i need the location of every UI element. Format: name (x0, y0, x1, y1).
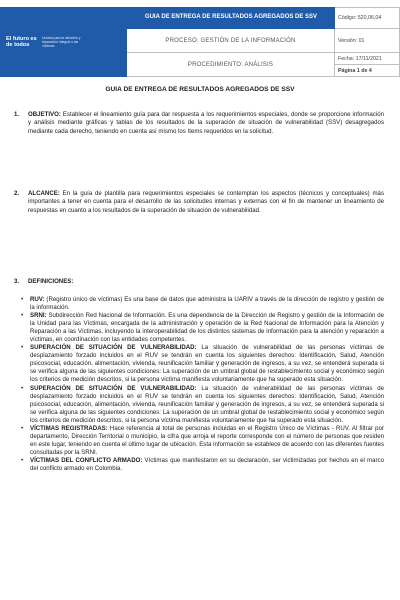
header-procedure: PROCEDIMIENTO: ANÁLISIS (127, 53, 335, 77)
list-item (21, 424, 384, 457)
list-item (21, 296, 384, 312)
section-objetivo (14, 111, 384, 136)
bullet: • (21, 424, 24, 432)
logo-brand: El futuro es de todos (6, 35, 37, 48)
header-page: Página 1 de 4 (335, 65, 400, 77)
bullet: • (21, 312, 24, 320)
section-label: ALCANCE: (28, 190, 60, 197)
header-title: GUIA DE ENTREGA DE RESULTADOS AGREGADOS DE SSV (127, 7, 335, 29)
list-item (21, 312, 384, 344)
definition-text: Víctimas que manifestaron en su declaración, ser victimizadas por hechos en el marco del conflicto armado en Colombia. (30, 456, 384, 472)
list-item (21, 456, 384, 473)
section-text: En la guía de plantilla para requerimientos especiales se contemplan los aspectos (técnicos y conceptuales) más importantes a tener en cuenta para el desarrollo de las solicitudes internas y externas con el fin de mantener un lineamiento de respuestas en cuanto a los resultados de la superación de situación de vulnerabilidad. (28, 190, 384, 214)
section-label: OBJETIVO: (28, 111, 61, 118)
definitions-list (21, 296, 384, 473)
definition-term: SUPERACIÓN DE SITUACIÓN DE VULNERABILIDAD: (30, 384, 197, 392)
definition-term: SUPERACIÓN DE SITUACIÓN DE VULNERABILIDAD: (30, 344, 197, 352)
section-alcance (14, 190, 384, 215)
section-number: 2. (14, 190, 20, 197)
section-label: DEFINICIONES: (28, 278, 74, 285)
section-number: 1. (14, 111, 20, 118)
definition-term: VÍCTIMAS REGISTRADAS: (30, 424, 108, 432)
definition-term: VÍCTIMAS DEL CONFLICTO ARMADO: (30, 456, 143, 464)
definition-text: (Registro único de víctimas) Es una base de datos que administra la UARIV a través de la dirección de registro y gestión de la información. (30, 296, 384, 312)
section-definiciones (14, 278, 384, 286)
logo (0, 7, 127, 77)
bullet: • (21, 456, 24, 464)
definition-term: RUV: (30, 296, 45, 303)
header-version: Versión: 01 (335, 29, 400, 53)
logo-tagline: Unidad para la atención y reparación integral a las víctimas (42, 35, 81, 49)
bullet: • (21, 296, 24, 303)
definition-term: SRNI: (30, 312, 47, 320)
header-process: PROCESO: GESTIÓN DE LA INFORMACIÓN (127, 29, 335, 53)
definition-text: Subdirección Red Nacional de Información. Es una dependencia de la Dirección de Registro y gestión de la Información de la Unidad para las Víctimas, encargada de la administración y operación de la Red Nacional de Información para la Atención y Reparación a las Víctimas, incluyendo la interoperabilidad de los distintos sistemas de información para la atención y reparación a víctimas, en coordinación con las entidades competentes. (30, 312, 384, 344)
bullet: • (21, 344, 24, 352)
document-header (0, 7, 400, 77)
section-text: Establecer el lineamiento guía para dar respuesta a los requerimientos especiales, donde se proporcione información y análisis mediante gráficas y tablas de los resultados de la superación de situación de vulnerabilidad (SSV) desagregados mediante cada derecho, teniendo en cuenta así mismo los ítems requeridos en la solicitud. (28, 111, 384, 135)
header-date: Fecha: 17/11/2021 (335, 53, 400, 65)
bullet: • (21, 384, 24, 392)
definition-text: La situación de vulnerabilidad de las personas víctimas de desplazamiento forzado incluidos en el RUV se tendrán en cuenta los siguientes derechos: Identificación, Salud, Atención psicosocial, educación, alimentación, vivienda, reunificación familiar y generación de ingresos, a su vez, se entenderá superada si se verifica alguna de las siguientes condiciones: La superación de un umbral global de restablecimiento social y económico según los criterios de medición descritos, si la persona víctima manifiesta voluntariamente que ha superado esta situación. (30, 384, 384, 424)
list-item (21, 344, 384, 384)
document-title: GUIA DE ENTREGA DE RESULTADOS AGREGADOS DE SSV (105, 86, 295, 93)
definition-text: Hace referencia al total de personas incluidas en el Registro Único de Víctimas - RUV. Al filtrar por departamento, Dirección Territorial o municipio, la cifra que arroja el reporte corresponde con el número de personas que residen en este lugar, teniendo en cuenta el último lugar de ubicación. Esta información se establece de acuerdo con las diferentes fuentes consultadas por la SRNI. (30, 424, 384, 456)
header-code: Código: 520,06,04 (335, 7, 400, 29)
definition-text: La situación de vulnerabilidad de las personas víctimas de desplazamiento forzado incluidos en el RUV se tendrán en cuenta los siguientes derechos: Identificación, Salud, Atención psicosocial, educación, alimentación, vivienda, reunificación familiar y generación de ingresos, a su vez, se entenderá superada si se verifica alguna de las siguientes condiciones: La superación de un umbral global de restablecimiento social y económico según los criterios de medición descritos, si la persona víctima manifiesta voluntariamente que ha superado esta situación. (30, 344, 384, 384)
list-item (21, 384, 384, 425)
section-number: 3. (14, 278, 20, 285)
